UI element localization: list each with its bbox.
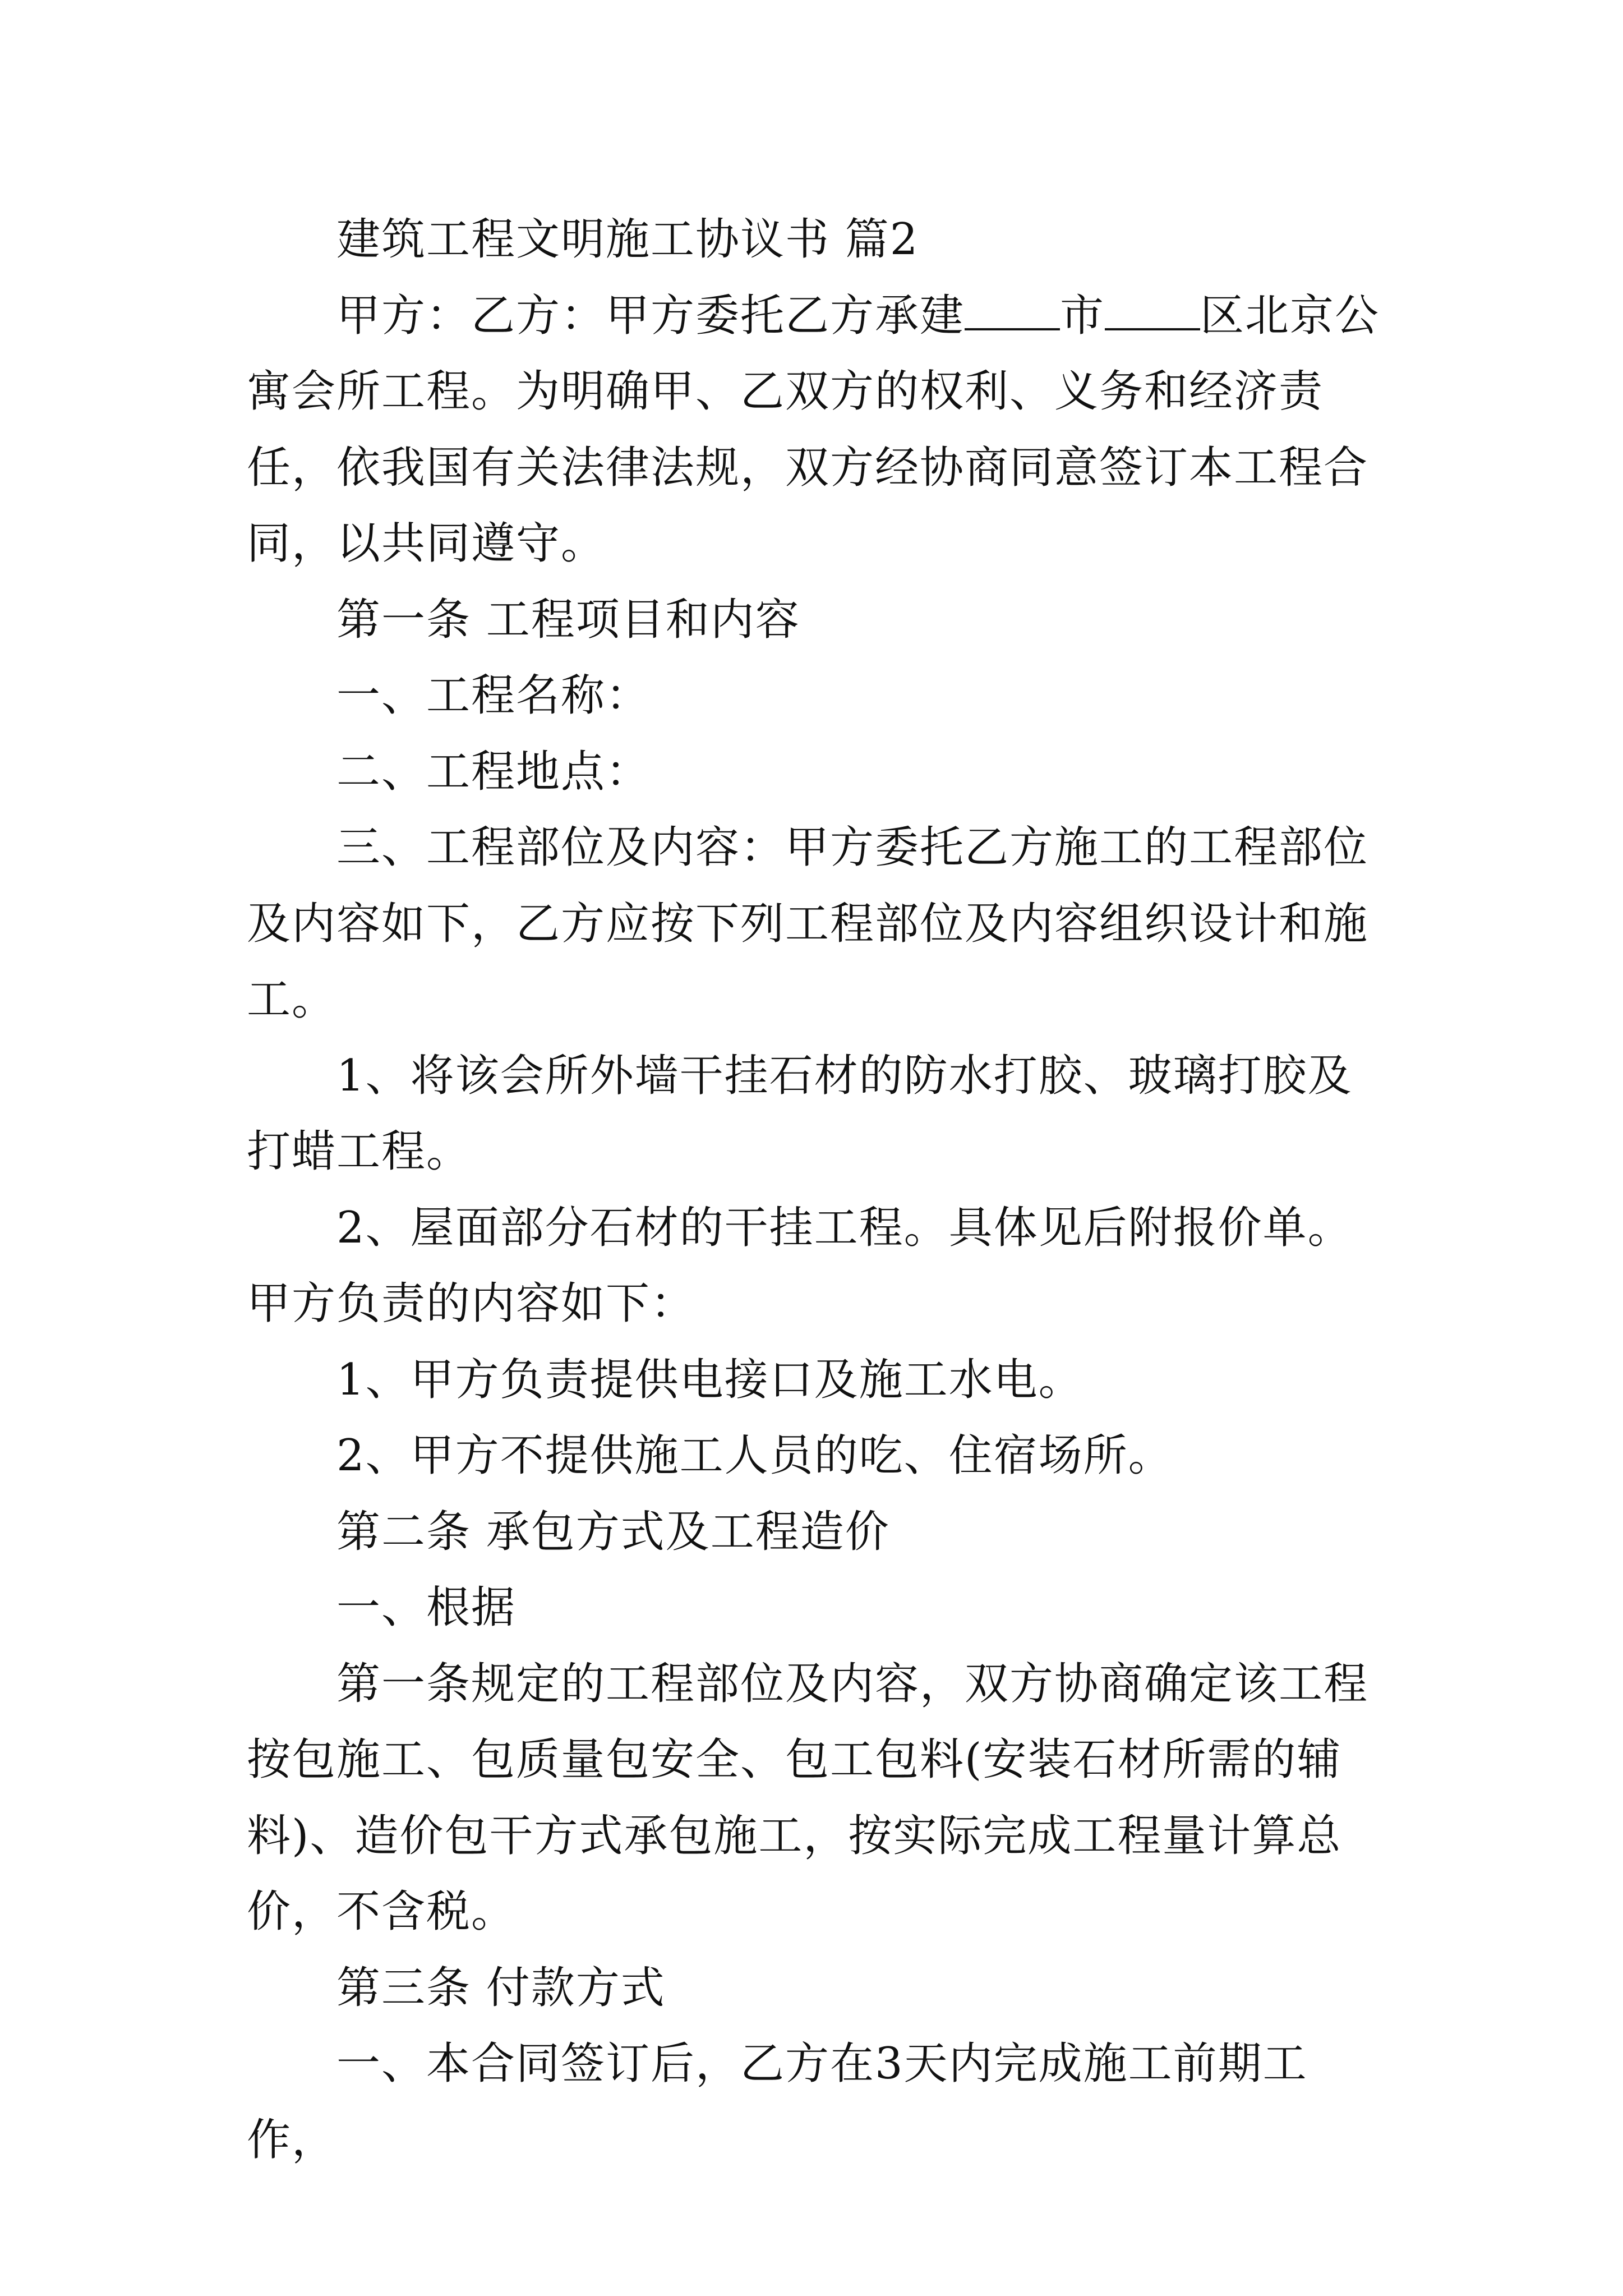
- project-location: 二、工程地点：: [336, 746, 651, 797]
- basis-heading: 一、根据: [336, 1582, 517, 1633]
- document-body: [247, 202, 1385, 2178]
- intro-text-3: 区北京公寓会所工程。为明确甲、乙双方的权利、义务和经济责任，依我国有关法律法规，双方经协商同意签订本工程合同，以共同遵守。: [247, 290, 1380, 569]
- article-1-heading: 第一条 工程项目和内容: [336, 594, 800, 645]
- intro-paragraph: [247, 278, 1385, 582]
- document-title: 建筑工程文明施工协议书 篇2: [336, 214, 919, 265]
- party-a-item-1: 1、甲方负责提供电接口及施工水电。: [336, 1354, 1083, 1405]
- scope-item-2: 2、屋面部分石材的干挂工程。具体见后附报价单。甲方负责的内容如下：: [247, 1202, 1353, 1329]
- contract-method: 第一条规定的工程部位及内容，双方协商确定该工程按包施工、包质量包安全、包工包料(安装石材所需的辅料)、造价包干方式承包施工，按实际完成工程量计算总价，不含税。: [247, 1658, 1369, 1937]
- article-2-heading: 第二条 承包方式及工程造价: [336, 1506, 890, 1557]
- party-a-item-2: 2、甲方不提供施工人员的吃、住宿场所。: [336, 1430, 1173, 1481]
- blank-line-city: [965, 295, 1060, 330]
- scope-item-1: 1、将该会所外墙干挂石材的防水打胶、玻璃打胶及打蜡工程。: [247, 1050, 1353, 1177]
- project-scope: 三、工程部位及内容：甲方委托乙方施工的工程部位及内容如下，乙方应按下列工程部位及内容组织设计和施工。: [247, 822, 1369, 1025]
- article-3-heading: 第三条 付款方式: [336, 1962, 666, 2013]
- project-name: 一、工程名称：: [336, 670, 651, 721]
- intro-text-1: 甲方：乙方：甲方委托乙方承建: [336, 290, 965, 341]
- blank-line-district: [1105, 295, 1200, 330]
- payment-item-1: 一、本合同签订后，乙方在3天内完成施工前期工作，: [247, 2039, 1308, 2165]
- intro-text-2: 市: [1060, 290, 1105, 341]
